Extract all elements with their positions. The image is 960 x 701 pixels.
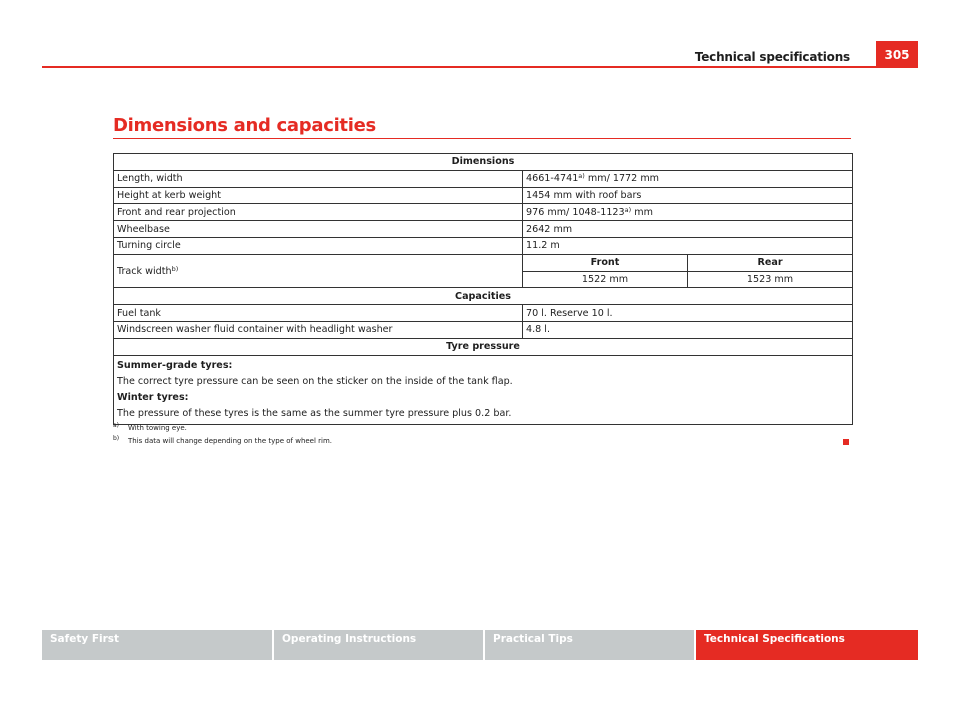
table-row: [114, 221, 853, 238]
table-row: [114, 321, 853, 338]
row-value: 11.2 m: [523, 237, 853, 254]
row-label: Fuel tank: [114, 305, 523, 322]
footnote-mark: a): [113, 422, 120, 429]
footnote: [113, 437, 332, 445]
footnote-mark: b): [113, 435, 120, 442]
header-rule: [42, 66, 918, 68]
table-section-header-row: [114, 154, 853, 171]
chapter-tab-technical-specifications[interactable]: Technical Specifications: [696, 630, 918, 660]
row-label: Length, width: [114, 170, 523, 187]
chapter-tab-safety-first[interactable]: Safety First: [42, 630, 274, 660]
table-row: [114, 305, 853, 322]
table-row: [114, 187, 853, 204]
row-label: Wheelbase: [114, 221, 523, 238]
row-label: Turning circle: [114, 237, 523, 254]
front-track-value: 1522 mm: [523, 271, 688, 288]
chapter-tab-practical-tips[interactable]: Practical Tips: [485, 630, 696, 660]
capacities-header: Capacities: [114, 288, 853, 305]
row-value: [523, 204, 853, 221]
front-header: Front: [523, 254, 688, 271]
section-title: Dimensions and capacities: [113, 115, 376, 136]
value-text: 976 mm/ 1048-1123: [526, 206, 625, 218]
table-row: [114, 170, 853, 187]
tyre-pressure-header: Tyre pressure: [114, 338, 853, 355]
row-value: 2642 mm: [523, 221, 853, 238]
winter-tyres-label: Winter tyres:: [117, 391, 189, 403]
chapter-tab-operating-instructions[interactable]: Operating Instructions: [274, 630, 485, 660]
table-section-header-row: [114, 288, 853, 305]
footnote-ref: b): [171, 264, 179, 273]
footnote: [113, 424, 332, 432]
running-header-title: Technical specifications: [694, 50, 850, 64]
row-label: Height at kerb weight: [114, 187, 523, 204]
table-row: [114, 254, 853, 271]
track-width-label: [114, 254, 523, 288]
section-title-rule: [113, 138, 851, 139]
rear-track-value: 1523 mm: [688, 271, 853, 288]
page-number-badge: 305: [876, 41, 918, 68]
row-value: 1454 mm with roof bars: [523, 187, 853, 204]
row-label: Front and rear projection: [114, 204, 523, 221]
table-row: [114, 355, 853, 424]
summer-tyres-label: Summer-grade tyres:: [117, 359, 233, 371]
table-row: [114, 204, 853, 221]
value-text: 4661-4741: [526, 173, 579, 185]
row-value: 70 l. Reserve 10 l.: [523, 305, 853, 322]
footnote-text: This data will change depending on the type of wheel rim.: [128, 437, 333, 445]
value-text: mm: [631, 206, 653, 218]
specifications-table: [113, 153, 853, 425]
rear-header: Rear: [688, 254, 853, 271]
table-section-header-row: [114, 338, 853, 355]
tyre-pressure-notes: [114, 355, 853, 424]
value-text: mm/ 1772 mm: [584, 173, 660, 185]
table-row: [114, 237, 853, 254]
section-end-marker: [843, 439, 849, 445]
footer-chapter-nav: [42, 630, 918, 660]
summer-tyres-text: The correct tyre pressure can be seen on the sticker on the inside of the tank flap.: [117, 375, 513, 387]
row-value: [523, 170, 853, 187]
footnote-text: With towing eye.: [128, 424, 187, 432]
winter-tyres-text: The pressure of these tyres is the same as the summer tyre pressure plus 0.2 bar.: [117, 407, 512, 419]
footnotes: [113, 424, 332, 450]
footnote-ref: a): [624, 205, 632, 214]
dimensions-header: Dimensions: [114, 154, 853, 171]
label-text: Track width: [117, 265, 172, 277]
footnote-ref: a): [578, 172, 585, 181]
row-label: Windscreen washer fluid container with headlight washer: [114, 321, 523, 338]
row-value: 4.8 l.: [523, 321, 853, 338]
